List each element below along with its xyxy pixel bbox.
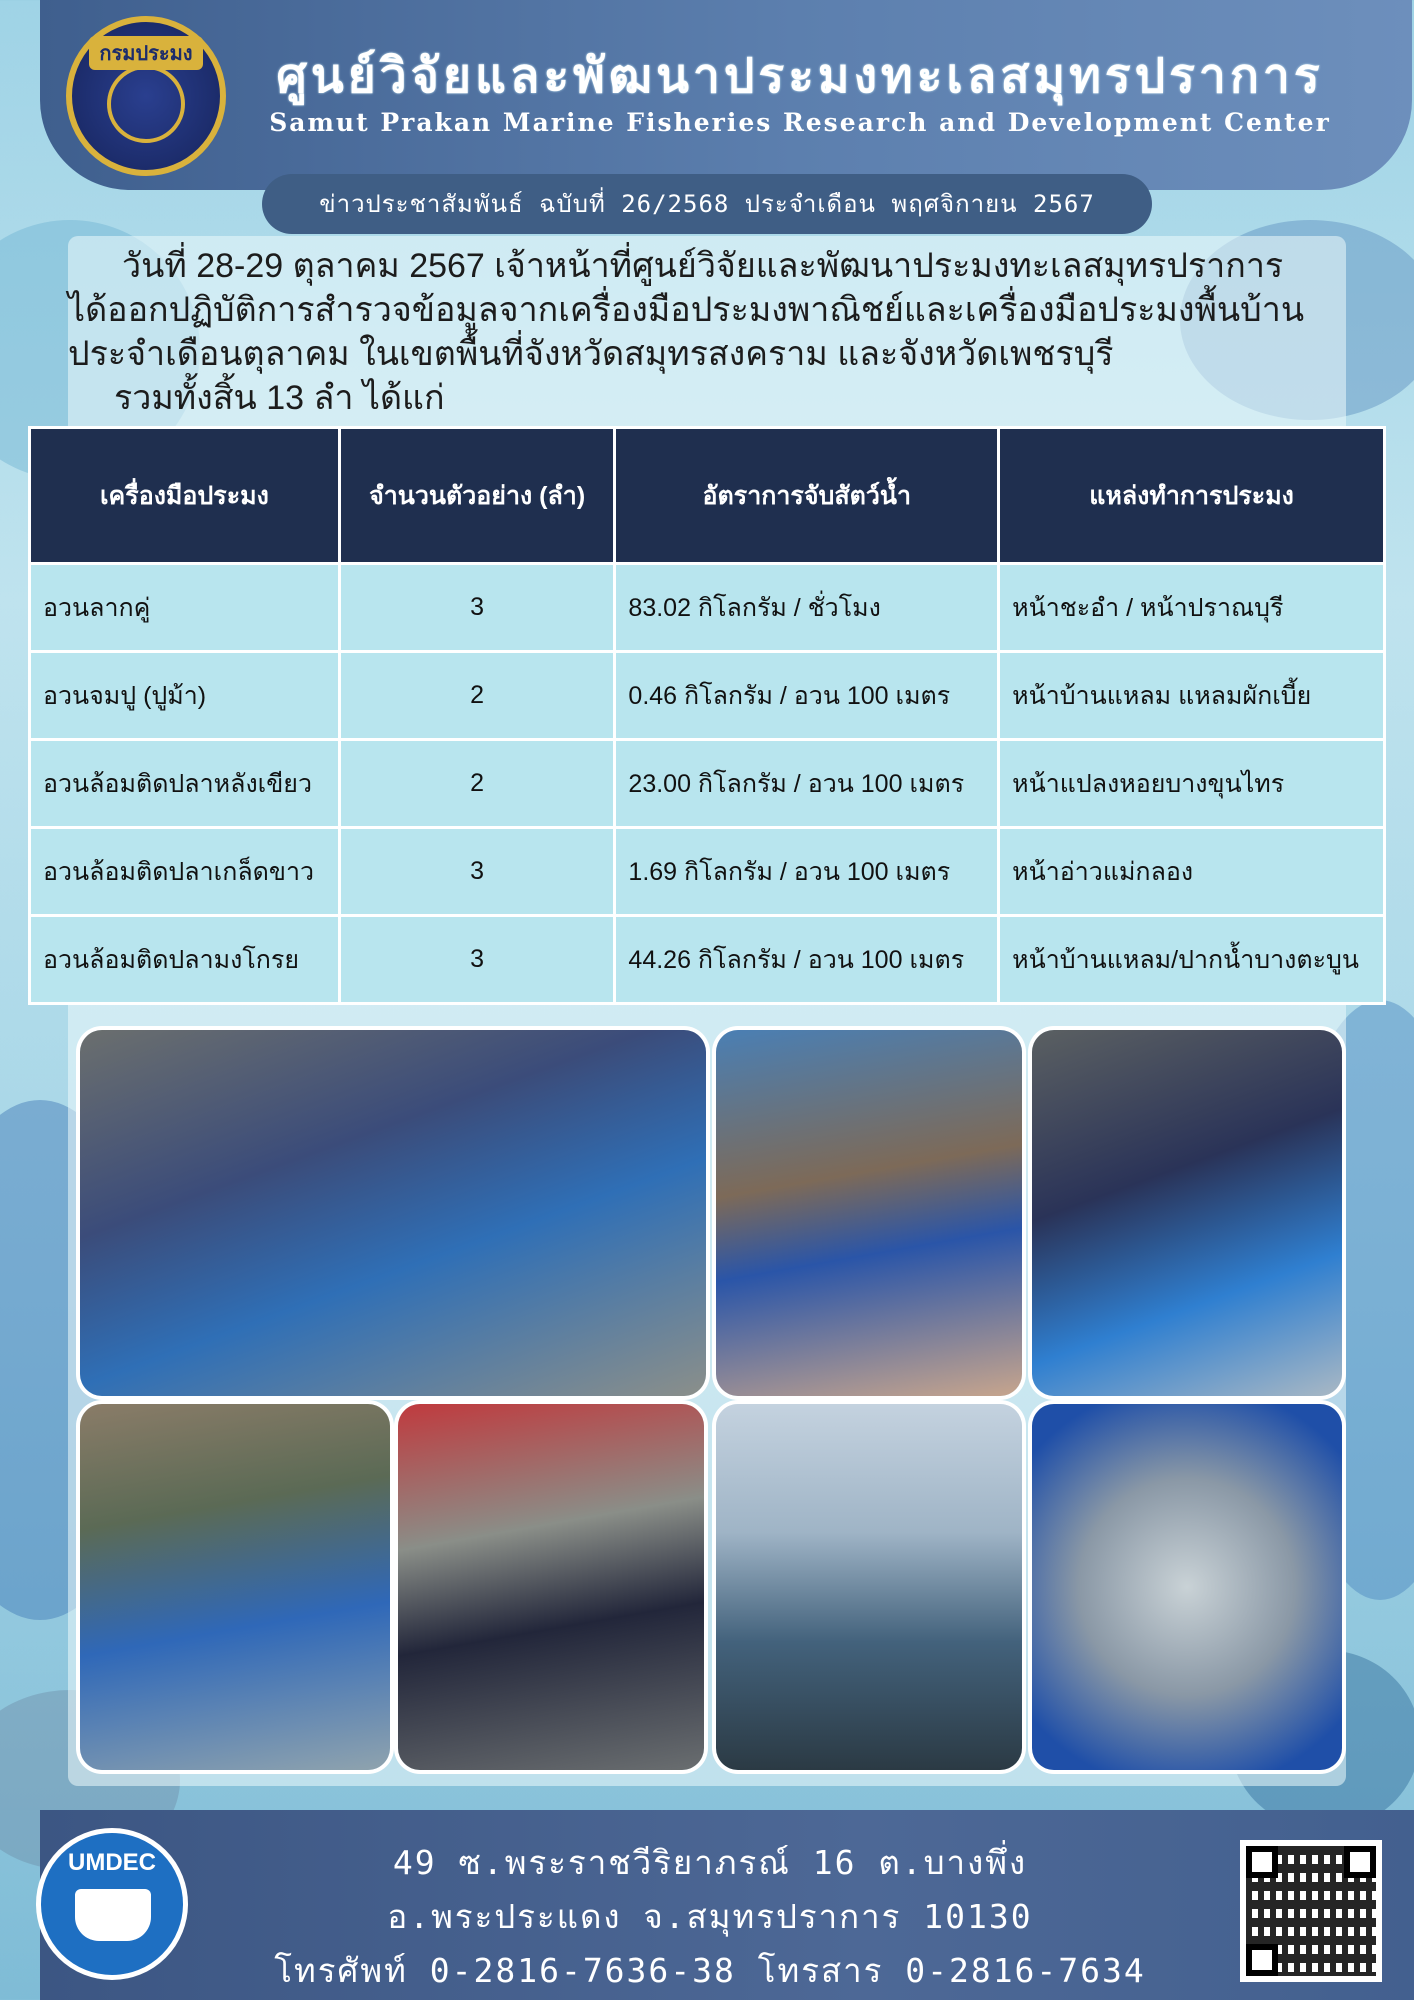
table-row [30,828,1385,916]
cell-catch-rate: 44.26 กิโลกรัม / อวน 100 เมตร [615,916,999,1004]
photo-fish-measuring-pier [716,1030,1022,1396]
photo-collage [80,1030,1342,1770]
qr-eye [1344,1846,1376,1878]
page-subtitle: Samut Prakan Marine Fisheries Research and Development Center [269,108,1331,137]
logo-label: กรมประมง [89,36,202,70]
emblem-icon [107,65,185,143]
cell-fishing-ground: หน้าบ้านแหลม/ปากน้ำบางตะบูน [999,916,1385,1004]
address-line-2: อ.พระประแดง จ.สมุทรปราการ 10130 [387,1897,1033,1936]
photo-market-sorting [80,1404,390,1770]
table-row [30,916,1385,1004]
column-header-fishing-ground: แหล่งทำการประมง [999,428,1385,564]
department-of-fisheries-logo [66,16,226,176]
table-row [30,652,1385,740]
cell-catch-rate: 83.02 กิโลกรัม / ชั่วโมง [615,564,999,652]
cell-gear: อวนล้อมติดปลาเกล็ดขาว [30,828,340,916]
qr-code-icon[interactable] [1240,1840,1382,1982]
survey-table [28,426,1386,1005]
cell-gear: อวนจมปู (ปูม้า) [30,652,340,740]
cell-samples: 2 [339,652,615,740]
cell-fishing-ground: หน้าบ้านแหลม แหลมผักเบี้ย [999,652,1385,740]
intro-paragraph [68,244,1358,420]
contact-line: โทรศัพท์ 0-2816-7636-38 โทรสาร 0-2816-7634 [274,1951,1146,1990]
umdec-logo [36,1828,188,1980]
intro-line: รวมทั้งสิ้น 13 ลำ ได้แก่ [114,379,445,417]
table-row [30,564,1385,652]
photo-crab-sorting [80,1030,706,1396]
photo-team-sampling [398,1404,704,1770]
photo-fishing-boat [716,1404,1022,1770]
cell-samples: 2 [339,740,615,828]
intro-line: ประจำเดือนตุลาคม ในเขตพื้นที่จังหวัดสมุทรสงคราม และจังหวัดเพชรบุรี [68,335,1114,373]
photo-fish-catch [1032,1404,1342,1770]
cell-samples: 3 [339,916,615,1004]
column-header-gear: เครื่องมือประมง [30,428,340,564]
address-line-1: 49 ซ.พระราชวีริยาภรณ์ 16 ต.บางพึ่ง [392,1843,1028,1882]
ship-icon [75,1889,151,1941]
cell-catch-rate: 1.69 กิโลกรัม / อวน 100 เมตร [615,828,999,916]
umdec-logo-text: UMDEC [68,1849,156,1876]
cell-fishing-ground: หน้าแปลงหอยบางขุนไทร [999,740,1385,828]
cell-gear: อวนล้อมติดปลาหลังเขียว [30,740,340,828]
page-title: ศูนย์วิจัยและพัฒนาประมงทะเลสมุทรปราการ [276,48,1324,104]
photo-recording-data [1032,1030,1342,1396]
cell-catch-rate: 23.00 กิโลกรัม / อวน 100 เมตร [615,740,999,828]
cell-fishing-ground: หน้าอ่าวแม่กลอง [999,828,1385,916]
cell-catch-rate: 0.46 กิโลกรัม / อวน 100 เมตร [615,652,999,740]
qr-eye [1246,1944,1278,1976]
cell-samples: 3 [339,564,615,652]
table-header-row [30,428,1385,564]
cell-fishing-ground: หน้าชะอำ / หน้าปราณบุรี [999,564,1385,652]
intro-line: วันที่ 28-29 ตุลาคม 2567 เจ้าหน้าที่ศูนย์วิจัยและพัฒนาประมงทะเลสมุทรปราการ [122,247,1284,285]
cell-gear: อวนล้อมติดปลามงโกรย [30,916,340,1004]
table-row [30,740,1385,828]
column-header-catch-rate: อัตราการจับสัตว์น้ำ [615,428,999,564]
qr-eye [1246,1846,1278,1878]
cell-gear: อวนลากคู่ [30,564,340,652]
cell-samples: 3 [339,828,615,916]
bulletin-badge: ข่าวประชาสัมพันธ์ ฉบับที่ 26/2568 ประจำเดือน พฤศจิกายน 2567 [262,174,1152,234]
intro-line: ได้ออกปฏิบัติการสำรวจข้อมูลจากเครื่องมือประมงพาณิชย์และเครื่องมือประมงพื้นบ้าน [68,291,1305,329]
column-header-samples: จำนวนตัวอย่าง (ลำ) [339,428,615,564]
